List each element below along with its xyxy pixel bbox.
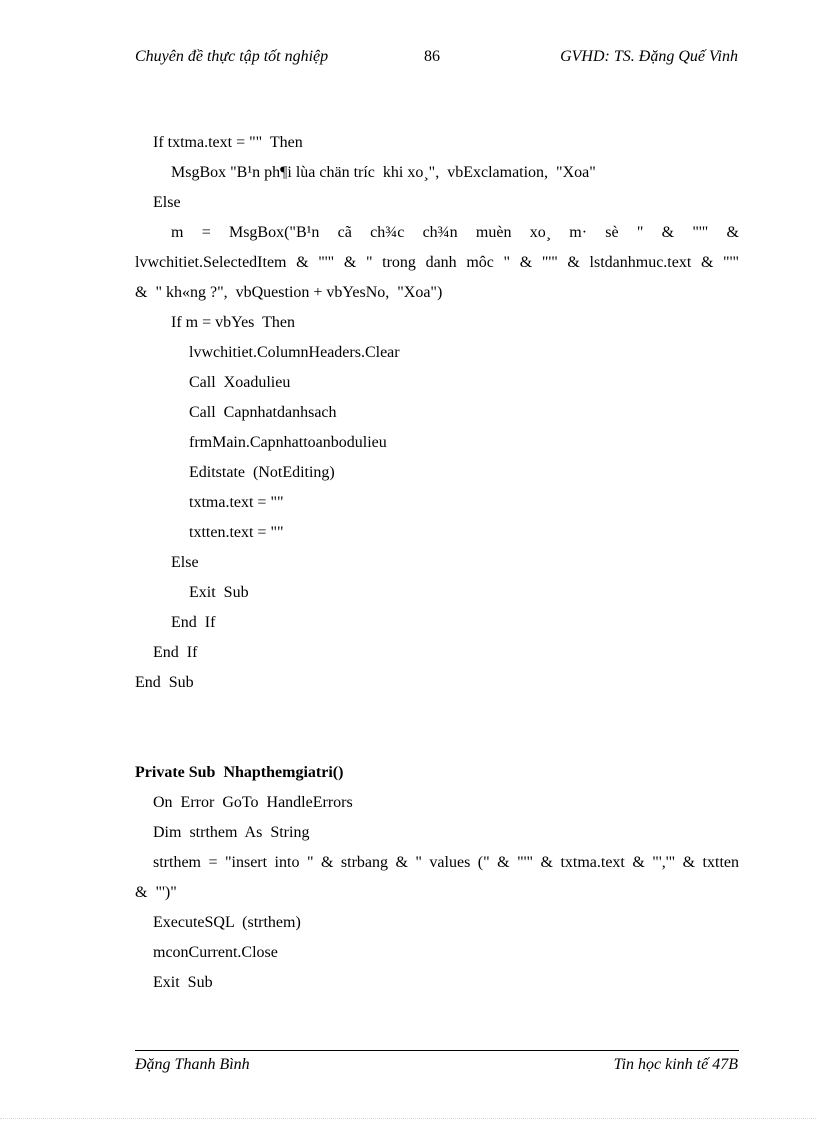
code-line: frmMain.Capnhattoanbodulieu: [189, 434, 387, 451]
code-line: Editstate (NotEditing): [189, 464, 335, 481]
code-line: m = MsgBox("B¹n cã ch¾c ch¾n muèn xo¸ m· sè " & "'" &: [171, 224, 739, 241]
code-line: Else: [153, 194, 181, 211]
code-line: lvwchitiet.SelectedItem & "'" & " trong danh môc " & "'" & lstdanhmuc.text & "'": [135, 254, 739, 271]
code-line: End If: [171, 614, 216, 631]
code-line: & " kh«ng ?", vbQuestion + vbYesNo, "Xoa"): [135, 284, 443, 301]
code-line-sub-declaration: Private Sub Nhapthemgiatri(): [135, 764, 344, 781]
header-supervisor: GVHD: TS. Đặng Quế Vinh: [560, 48, 738, 65]
code-line: txtma.text = "": [189, 494, 284, 511]
code-listing: [135, 128, 739, 998]
code-line: Call Capnhatdanhsach: [189, 404, 337, 421]
code-line: MsgBox "B¹n ph¶i lùa chän tríc khi xo¸", vbExclamation, "Xoa": [171, 164, 596, 181]
page-number: 86: [424, 48, 440, 65]
code-line: Else: [171, 554, 199, 571]
code-line: End If: [153, 644, 198, 661]
code-line: Exit Sub: [189, 584, 249, 601]
header-title: Chuyên đề thực tập tốt nghiệp: [135, 48, 329, 65]
code-line: Exit Sub: [153, 974, 213, 991]
page-bottom-edge: [0, 1118, 816, 1119]
blank-line: [135, 698, 739, 728]
code-line: If txtma.text = "" Then: [153, 134, 303, 151]
code-line: mconCurrent.Close: [153, 944, 278, 961]
blank-line: [135, 728, 739, 758]
code-line: txtten.text = "": [189, 524, 284, 541]
code-line: If m = vbYes Then: [171, 314, 295, 331]
footer-divider: [135, 1050, 739, 1051]
code-line: & "')": [135, 884, 177, 901]
footer-class: Tin học kinh tế 47B: [613, 1056, 738, 1073]
code-line: On Error GoTo HandleErrors: [153, 794, 353, 811]
code-line: End Sub: [135, 674, 194, 691]
code-line: lvwchitiet.ColumnHeaders.Clear: [189, 344, 400, 361]
footer-author: Đặng Thanh Bình: [135, 1056, 250, 1073]
code-line: ExecuteSQL (strthem): [153, 914, 301, 931]
code-line: strthem = "insert into " & strbang & " values (" & "'" & txtma.text & "','" & txtten: [153, 854, 739, 871]
code-line: Call Xoadulieu: [189, 374, 291, 391]
code-line: Dim strthem As String: [153, 824, 310, 841]
